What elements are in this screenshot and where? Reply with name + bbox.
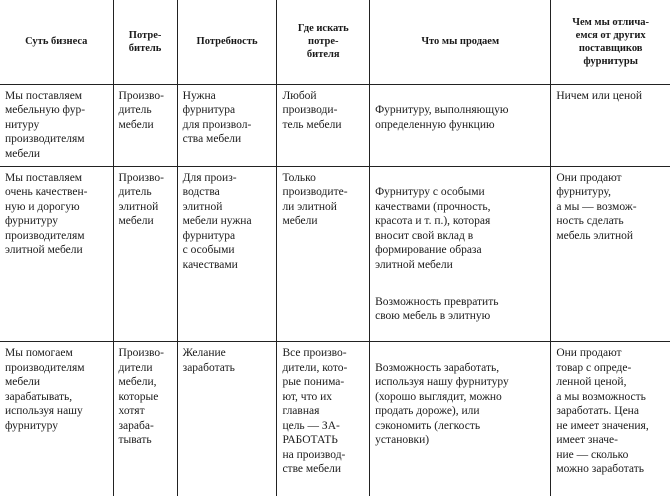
cell-where: Любой производи- тель мебели [277, 84, 370, 166]
header-row [0, 0, 670, 84]
cell-difference: Они продают товар с опреде- ленной ценой, а мы возможность заработать. Цена не имеет значения, имеет значе- ние — сколько можно заработать [551, 342, 670, 496]
cell-difference: Ничем или ценой [551, 84, 670, 166]
cell-what [370, 166, 551, 342]
cell-consumer: Произво- дители мебели, которые хотят зараба- тывать [113, 342, 177, 496]
cell-what-paragraph: Фурнитуру с особыми качествами (прочность, красота и т. п.), которая вносит свой вклад в формирование образа элитной мебели [375, 186, 491, 271]
header-cell-need: Потребность [177, 0, 277, 84]
cell-where: Все произво- дители, кото- рые понима- ют, что их главная цель — ЗА- РАБОТАТЬ на производ- стве мебели [277, 342, 370, 496]
cell-what [370, 84, 551, 166]
cell-what-paragraph: Фурнитуру, выполняющую определенную функцию [375, 104, 509, 131]
cell-essence: Мы поставляем мебельную фур- нитуру производителям мебели [0, 84, 113, 166]
cell-difference: Они продают фурнитуру, а мы — возмож- ность сделать мебель элитной [551, 166, 670, 342]
table-row [0, 166, 670, 342]
cell-where: Только производите- ли элитной мебели [277, 166, 370, 342]
cell-essence: Мы помогаем производителям мебели зарабатывать, используя нашу фурнитуру [0, 342, 113, 496]
cell-consumer: Произво- дитель элитной мебели [113, 166, 177, 342]
header-cell-consumer: Потре- битель [113, 0, 177, 84]
cell-need: Желание заработать [177, 342, 277, 496]
cell-what-paragraph: Возможность превратить свою мебель в элитную [375, 295, 499, 322]
header-cell-where: Где искать потре- бителя [277, 0, 370, 84]
cell-consumer: Произво- дитель мебели [113, 84, 177, 166]
cell-essence: Мы поставляем очень качествен- ную и дорогую фурнитуру производителям элитной мебели [0, 166, 113, 342]
cell-need: Для произ- водства элитной мебели нужна фурнитура с особыми качествами [177, 166, 277, 342]
table-row [0, 342, 670, 496]
cell-need: Нужна фурнитура для произвол- ства мебели [177, 84, 277, 166]
cell-what [370, 342, 551, 496]
header-cell-difference: Чем мы отлича- емся от других поставщиков фурнитуры [551, 0, 670, 84]
header-cell-what: Что мы продаем [370, 0, 551, 84]
header-cell-essence: Суть бизнеса [0, 0, 113, 84]
table-row [0, 84, 670, 166]
cell-what-paragraph: Возможность заработать, используя нашу фурнитуру (хорошо выглядит, можно продать дороже), или сэкономить (легкость установки) [375, 361, 509, 446]
